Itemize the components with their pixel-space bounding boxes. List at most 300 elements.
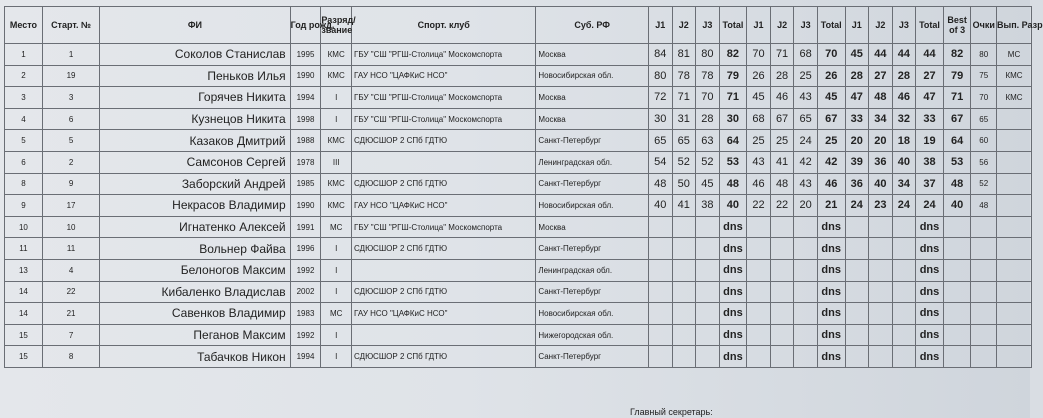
cell-name: Горячев Никита (100, 87, 290, 109)
cell-rank: I (321, 87, 352, 109)
header-j2-round3: J2 (869, 7, 893, 44)
cell-place: 11 (5, 238, 43, 260)
cell-done (997, 281, 1032, 303)
table-row (5, 173, 1032, 195)
cell-j1-round2: 25 (747, 130, 771, 152)
cell-done: МС (997, 44, 1032, 66)
cell-region: Санкт-Петербург (536, 346, 649, 368)
cell-j1-round3: 20 (845, 130, 869, 152)
cell-j1-round3: 39 (845, 151, 869, 173)
cell-points (971, 281, 997, 303)
cell-j3-round2 (794, 324, 818, 346)
cell-j1-round2 (747, 216, 771, 238)
cell-j3-round1 (696, 346, 720, 368)
cell-total-round1: 53 (719, 151, 747, 173)
cell-j1-round1: 54 (648, 151, 672, 173)
cell-year: 1990 (290, 195, 321, 217)
cell-j1-round3 (845, 324, 869, 346)
header-j1-round1: J1 (648, 7, 672, 44)
cell-j1-round1: 84 (648, 44, 672, 66)
cell-total-round3: dns (916, 259, 944, 281)
cell-j2-round3: 27 (869, 65, 893, 87)
cell-j1-round1 (648, 238, 672, 260)
cell-done (997, 303, 1032, 325)
cell-j3-round2 (794, 346, 818, 368)
cell-region: Санкт-Петербург (536, 173, 649, 195)
cell-rank: МС (321, 216, 352, 238)
cell-j2-round1 (672, 259, 696, 281)
cell-j2-round2 (770, 216, 794, 238)
cell-total-round2: dns (817, 238, 845, 260)
cell-region: Москва (536, 216, 649, 238)
cell-total-round1: dns (719, 259, 747, 281)
cell-j1-round3 (845, 216, 869, 238)
cell-done (997, 151, 1032, 173)
cell-total-round3: 27 (916, 65, 944, 87)
cell-year: 1991 (290, 216, 321, 238)
cell-place: 9 (5, 195, 43, 217)
cell-points (971, 259, 997, 281)
cell-place: 4 (5, 108, 43, 130)
cell-j3-round2: 24 (794, 130, 818, 152)
cell-points (971, 303, 997, 325)
cell-total-round3: 38 (916, 151, 944, 173)
cell-j3-round2 (794, 303, 818, 325)
cell-total-round1: dns (719, 281, 747, 303)
cell-j1-round2: 43 (747, 151, 771, 173)
header-points: Очки (971, 7, 997, 44)
cell-j1-round2: 22 (747, 195, 771, 217)
cell-rank: КМС (321, 195, 352, 217)
cell-j2-round1: 78 (672, 65, 696, 87)
header-place: Место (5, 7, 43, 44)
cell-j3-round1 (696, 259, 720, 281)
cell-points: 80 (971, 44, 997, 66)
cell-j1-round3 (845, 303, 869, 325)
header-j1-round3: J1 (845, 7, 869, 44)
cell-total-round1: dns (719, 324, 747, 346)
cell-j2-round1 (672, 216, 696, 238)
cell-best (943, 216, 971, 238)
cell-total-round3: dns (916, 281, 944, 303)
cell-club (352, 259, 536, 281)
cell-region: Новосибирская обл. (536, 303, 649, 325)
cell-j2-round2: 71 (770, 44, 794, 66)
cell-j1-round2 (747, 324, 771, 346)
cell-start: 21 (42, 303, 99, 325)
header-done: Вып. Разр (997, 7, 1032, 44)
cell-place: 1 (5, 44, 43, 66)
cell-total-round1: 64 (719, 130, 747, 152)
cell-total-round1: dns (719, 346, 747, 368)
cell-best: 40 (943, 195, 971, 217)
cell-year: 1992 (290, 324, 321, 346)
cell-done: КМС (997, 65, 1032, 87)
cell-rank: КМС (321, 65, 352, 87)
cell-total-round1: 48 (719, 173, 747, 195)
cell-total-round1: 30 (719, 108, 747, 130)
cell-j1-round1 (648, 324, 672, 346)
cell-j3-round3 (892, 303, 916, 325)
table-row (5, 44, 1032, 66)
cell-points (971, 238, 997, 260)
cell-j2-round2 (770, 281, 794, 303)
cell-j2-round2: 48 (770, 173, 794, 195)
cell-place: 10 (5, 216, 43, 238)
cell-total-round2: dns (817, 216, 845, 238)
cell-j2-round3 (869, 238, 893, 260)
cell-rank: I (321, 259, 352, 281)
cell-j3-round2 (794, 259, 818, 281)
cell-name: Некрасов Владимир (100, 195, 290, 217)
cell-j2-round3 (869, 346, 893, 368)
cell-j2-round1 (672, 238, 696, 260)
cell-year: 1978 (290, 151, 321, 173)
cell-start: 4 (42, 259, 99, 281)
cell-total-round2: 42 (817, 151, 845, 173)
cell-name: Табачков Никон (100, 346, 290, 368)
cell-rank: III (321, 151, 352, 173)
cell-total-round1: 82 (719, 44, 747, 66)
cell-year: 2002 (290, 281, 321, 303)
cell-points: 52 (971, 173, 997, 195)
cell-total-round3: 44 (916, 44, 944, 66)
cell-j2-round3: 23 (869, 195, 893, 217)
cell-points: 75 (971, 65, 997, 87)
table-row (5, 108, 1032, 130)
cell-rank: МС (321, 303, 352, 325)
cell-region: Нижегородская обл. (536, 324, 649, 346)
cell-j3-round3: 40 (892, 151, 916, 173)
cell-j3-round2: 68 (794, 44, 818, 66)
cell-j1-round3: 47 (845, 87, 869, 109)
cell-region: Ленинградская обл. (536, 259, 649, 281)
cell-j1-round3 (845, 281, 869, 303)
cell-j1-round3 (845, 346, 869, 368)
cell-start: 5 (42, 130, 99, 152)
cell-j2-round1: 50 (672, 173, 696, 195)
cell-total-round3: 24 (916, 195, 944, 217)
header-j1-round2: J1 (747, 7, 771, 44)
cell-j1-round2: 68 (747, 108, 771, 130)
cell-total-round2: 70 (817, 44, 845, 66)
cell-j3-round1: 63 (696, 130, 720, 152)
cell-j2-round3 (869, 303, 893, 325)
cell-j3-round3: 18 (892, 130, 916, 152)
cell-j1-round1: 30 (648, 108, 672, 130)
cell-place: 13 (5, 259, 43, 281)
cell-j2-round1: 81 (672, 44, 696, 66)
cell-j2-round2 (770, 324, 794, 346)
cell-year: 1996 (290, 238, 321, 260)
cell-j3-round2: 20 (794, 195, 818, 217)
cell-year: 1983 (290, 303, 321, 325)
cell-region: Санкт-Петербург (536, 130, 649, 152)
table-row (5, 259, 1032, 281)
cell-rank: КМС (321, 44, 352, 66)
cell-start: 3 (42, 87, 99, 109)
cell-j2-round1 (672, 303, 696, 325)
table-row (5, 281, 1032, 303)
cell-j2-round1 (672, 324, 696, 346)
cell-j2-round2 (770, 238, 794, 260)
cell-year: 1988 (290, 130, 321, 152)
cell-done (997, 259, 1032, 281)
cell-total-round3: dns (916, 324, 944, 346)
cell-total-round1: dns (719, 238, 747, 260)
cell-points: 70 (971, 87, 997, 109)
cell-j1-round2: 26 (747, 65, 771, 87)
cell-start: 6 (42, 108, 99, 130)
header-j3-round3: J3 (892, 7, 916, 44)
cell-club: СДЮСШОР 2 СПб ГДТЮ (352, 346, 536, 368)
cell-done (997, 238, 1032, 260)
cell-j2-round2: 67 (770, 108, 794, 130)
cell-club: ГБУ "СШ "РГШ-Столица" Москомспорта (352, 216, 536, 238)
cell-total-round3: 37 (916, 173, 944, 195)
cell-j2-round3: 20 (869, 130, 893, 152)
cell-start: 7 (42, 324, 99, 346)
cell-name: Заборский Андрей (100, 173, 290, 195)
header-best: Best of 3 (943, 7, 971, 44)
cell-total-round3: dns (916, 216, 944, 238)
header-j2-round1: J2 (672, 7, 696, 44)
cell-total-round2: 21 (817, 195, 845, 217)
cell-j3-round1: 28 (696, 108, 720, 130)
cell-start: 17 (42, 195, 99, 217)
cell-j2-round1: 41 (672, 195, 696, 217)
cell-j2-round3 (869, 216, 893, 238)
cell-j1-round1: 80 (648, 65, 672, 87)
cell-total-round2: dns (817, 259, 845, 281)
header-start: Старт. № (42, 7, 99, 44)
cell-name: Соколов Станислав (100, 44, 290, 66)
cell-j2-round3 (869, 281, 893, 303)
cell-start: 19 (42, 65, 99, 87)
cell-place: 5 (5, 130, 43, 152)
cell-j3-round3: 28 (892, 65, 916, 87)
cell-j1-round1: 40 (648, 195, 672, 217)
cell-best: 82 (943, 44, 971, 66)
cell-total-round2: 45 (817, 87, 845, 109)
cell-rank: I (321, 346, 352, 368)
cell-name: Игнатенко Алексей (100, 216, 290, 238)
cell-j3-round3 (892, 259, 916, 281)
cell-j3-round1: 70 (696, 87, 720, 109)
cell-year: 1994 (290, 87, 321, 109)
cell-j1-round2 (747, 303, 771, 325)
cell-j2-round1: 71 (672, 87, 696, 109)
cell-region: Москва (536, 108, 649, 130)
cell-j1-round3: 28 (845, 65, 869, 87)
cell-j3-round1: 80 (696, 44, 720, 66)
cell-start: 9 (42, 173, 99, 195)
cell-place: 15 (5, 324, 43, 346)
cell-region: Санкт-Петербург (536, 238, 649, 260)
cell-done (997, 195, 1032, 217)
cell-year: 1985 (290, 173, 321, 195)
cell-rank: I (321, 281, 352, 303)
cell-best (943, 259, 971, 281)
cell-club: ГБУ "СШ "РГШ-Столица" Москомспорта (352, 87, 536, 109)
cell-j2-round3: 48 (869, 87, 893, 109)
cell-total-round3: 47 (916, 87, 944, 109)
cell-best: 48 (943, 173, 971, 195)
cell-total-round2: dns (817, 303, 845, 325)
cell-name: Вольнер Файва (100, 238, 290, 260)
cell-start: 22 (42, 281, 99, 303)
cell-j3-round3 (892, 281, 916, 303)
cell-j2-round2 (770, 303, 794, 325)
cell-points (971, 216, 997, 238)
cell-total-round3: 19 (916, 130, 944, 152)
cell-j2-round2: 28 (770, 65, 794, 87)
cell-club: ГАУ НСО "ЦАФКиС НСО" (352, 303, 536, 325)
cell-club (352, 151, 536, 173)
cell-points: 65 (971, 108, 997, 130)
cell-j3-round3 (892, 216, 916, 238)
cell-start: 1 (42, 44, 99, 66)
cell-j3-round2 (794, 281, 818, 303)
cell-total-round2: dns (817, 324, 845, 346)
cell-name: Белоногов Максим (100, 259, 290, 281)
cell-region: Санкт-Петербург (536, 281, 649, 303)
cell-j1-round1: 48 (648, 173, 672, 195)
cell-j3-round2: 25 (794, 65, 818, 87)
cell-place: 14 (5, 281, 43, 303)
cell-total-round2: 25 (817, 130, 845, 152)
cell-j3-round2: 43 (794, 173, 818, 195)
cell-club: СДЮСШОР 2 СПб ГДТЮ (352, 281, 536, 303)
cell-j3-round1: 52 (696, 151, 720, 173)
cell-year: 1995 (290, 44, 321, 66)
cell-j1-round1 (648, 216, 672, 238)
cell-year: 1990 (290, 65, 321, 87)
cell-total-round2: dns (817, 281, 845, 303)
cell-region: Новосибирская обл. (536, 65, 649, 87)
cell-name: Кузнецов Никита (100, 108, 290, 130)
cell-j2-round3: 40 (869, 173, 893, 195)
cell-club: ГБУ "СШ "РГШ-Столица" Москомспорта (352, 108, 536, 130)
cell-j3-round2: 42 (794, 151, 818, 173)
cell-j3-round3: 44 (892, 44, 916, 66)
cell-best (943, 324, 971, 346)
cell-year: 1992 (290, 259, 321, 281)
cell-total-round3: 33 (916, 108, 944, 130)
cell-j2-round2 (770, 259, 794, 281)
table-row (5, 324, 1032, 346)
table-row (5, 130, 1032, 152)
table-row (5, 195, 1032, 217)
cell-done (997, 130, 1032, 152)
cell-club (352, 324, 536, 346)
header-j3-round2: J3 (794, 7, 818, 44)
cell-j3-round1: 38 (696, 195, 720, 217)
cell-points: 48 (971, 195, 997, 217)
cell-name: Самсонов Сергей (100, 151, 290, 173)
cell-club: ГБУ "СШ "РГШ-Столица" Москомспорта (352, 44, 536, 66)
cell-start: 8 (42, 346, 99, 368)
cell-total-round1: dns (719, 303, 747, 325)
cell-club: ГАУ НСО "ЦАФКиС НСО" (352, 65, 536, 87)
cell-points: 56 (971, 151, 997, 173)
cell-j1-round2 (747, 238, 771, 260)
cell-done (997, 346, 1032, 368)
cell-j1-round3 (845, 259, 869, 281)
cell-done (997, 173, 1032, 195)
cell-year: 1998 (290, 108, 321, 130)
cell-j1-round1 (648, 259, 672, 281)
cell-j1-round3 (845, 238, 869, 260)
cell-j1-round1 (648, 346, 672, 368)
cell-points: 60 (971, 130, 997, 152)
cell-j1-round3: 45 (845, 44, 869, 66)
cell-j2-round3 (869, 259, 893, 281)
cell-region: Новосибирская обл. (536, 195, 649, 217)
cell-total-round3: dns (916, 346, 944, 368)
cell-total-round1: dns (719, 216, 747, 238)
cell-j1-round3: 36 (845, 173, 869, 195)
cell-place: 15 (5, 346, 43, 368)
header-region: Суб. РФ (536, 7, 649, 44)
cell-j2-round1: 52 (672, 151, 696, 173)
cell-total-round1: 40 (719, 195, 747, 217)
cell-j1-round1 (648, 303, 672, 325)
header-total-round1: Total (719, 7, 747, 44)
cell-total-round3: dns (916, 238, 944, 260)
header-year: Год рожд. (290, 7, 321, 44)
header-j2-round2: J2 (770, 7, 794, 44)
cell-j2-round3 (869, 324, 893, 346)
cell-j2-round3: 34 (869, 108, 893, 130)
cell-total-round1: 79 (719, 65, 747, 87)
cell-year: 1994 (290, 346, 321, 368)
cell-j2-round2: 41 (770, 151, 794, 173)
cell-j2-round2: 25 (770, 130, 794, 152)
cell-best (943, 281, 971, 303)
cell-name: Пеганов Максим (100, 324, 290, 346)
header-j3-round1: J3 (696, 7, 720, 44)
cell-j1-round2 (747, 346, 771, 368)
cell-j3-round2: 43 (794, 87, 818, 109)
cell-name: Казаков Дмитрий (100, 130, 290, 152)
cell-rank: КМС (321, 130, 352, 152)
cell-j3-round1: 45 (696, 173, 720, 195)
cell-j2-round2 (770, 346, 794, 368)
cell-j2-round1: 31 (672, 108, 696, 130)
cell-j3-round3 (892, 324, 916, 346)
cell-j3-round2 (794, 216, 818, 238)
cell-j3-round1: 78 (696, 65, 720, 87)
cell-j2-round1 (672, 346, 696, 368)
cell-place: 14 (5, 303, 43, 325)
secretary-label: Главный секретарь: (630, 407, 713, 417)
cell-best: 53 (943, 151, 971, 173)
cell-j1-round2 (747, 281, 771, 303)
cell-j3-round1 (696, 303, 720, 325)
cell-region: Ленинградская обл. (536, 151, 649, 173)
cell-club: СДЮСШОР 2 СПб ГДТЮ (352, 130, 536, 152)
cell-j1-round1: 72 (648, 87, 672, 109)
header-club: Спорт. клуб (352, 7, 536, 44)
cell-j2-round1 (672, 281, 696, 303)
cell-j3-round3: 46 (892, 87, 916, 109)
cell-j3-round2: 65 (794, 108, 818, 130)
results-table (4, 6, 1043, 368)
cell-j3-round1 (696, 281, 720, 303)
table-row (5, 303, 1032, 325)
cell-total-round1: 71 (719, 87, 747, 109)
